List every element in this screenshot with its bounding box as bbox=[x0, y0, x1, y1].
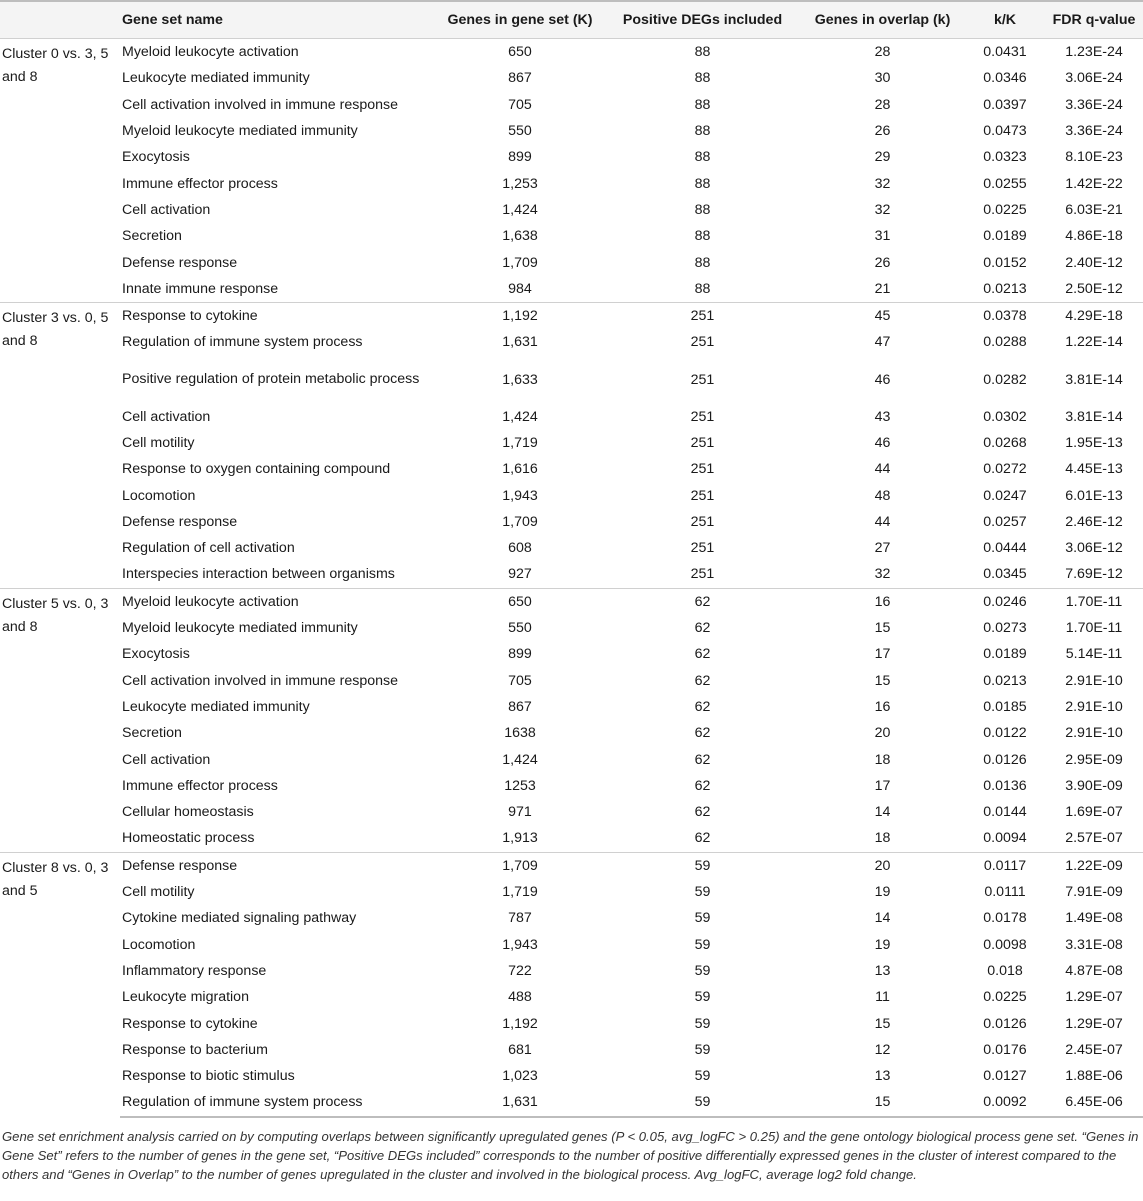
table-row bbox=[0, 456, 1143, 482]
genes-in-gene-set-cell: 867 bbox=[508, 70, 532, 87]
table-row bbox=[0, 356, 1143, 404]
fdr-q-value-cell: 1.70E-11 bbox=[1045, 588, 1143, 615]
positive-degs-cell: 62 bbox=[694, 804, 711, 821]
gene-set-name-cell: Cell activation involved in immune response bbox=[122, 672, 399, 689]
genes-in-overlap-cell: 47 bbox=[874, 334, 891, 351]
k-over-K-cell: 0.0126 bbox=[983, 1015, 1027, 1032]
genes-in-overlap-cell: 32 bbox=[874, 201, 891, 218]
positive-degs-cell: 59 bbox=[694, 989, 711, 1006]
gene-set-name-cell: Response to cytokine bbox=[120, 302, 435, 329]
k-over-K-cell: 0.0225 bbox=[983, 201, 1027, 218]
genes-in-overlap-cell: 15 bbox=[874, 620, 891, 637]
genes-in-overlap-cell: 18 bbox=[874, 830, 891, 847]
fdr-q-value-cell: 2.46E-12 bbox=[1065, 513, 1123, 530]
header-genes-in-overlap: Genes in overlap (k) bbox=[800, 1, 965, 39]
positive-degs-cell: 62 bbox=[694, 646, 711, 663]
fdr-q-value-cell: 6.01E-13 bbox=[1065, 487, 1123, 504]
genes-in-gene-set-cell: 1,638 bbox=[502, 228, 538, 245]
genes-in-overlap-cell: 46 bbox=[874, 435, 891, 451]
gene-set-name-cell: Immune effector process bbox=[122, 175, 278, 192]
table-row bbox=[0, 773, 1143, 799]
genes-in-gene-set-cell: 927 bbox=[508, 566, 532, 583]
table-row bbox=[0, 641, 1143, 667]
table-row bbox=[0, 1010, 1143, 1036]
gene-set-name-cell: Interspecies interaction between organisms bbox=[122, 566, 395, 583]
genes-in-gene-set-cell: 1,709 bbox=[435, 852, 605, 879]
fdr-q-value-cell: 8.10E-23 bbox=[1065, 149, 1123, 166]
fdr-q-value-cell: 6.03E-21 bbox=[1065, 201, 1123, 218]
genes-in-overlap-cell: 32 bbox=[874, 566, 891, 583]
positive-degs-cell: 62 bbox=[694, 751, 711, 768]
table-row bbox=[0, 746, 1143, 772]
genes-in-overlap-cell: 30 bbox=[874, 70, 891, 87]
fdr-q-value-cell: 1.95E-13 bbox=[1065, 435, 1123, 451]
fdr-q-value-cell: 4.87E-08 bbox=[1065, 962, 1123, 979]
header-k-over-K: k/K bbox=[965, 1, 1045, 39]
genes-in-overlap-cell: 29 bbox=[874, 149, 891, 166]
genes-in-gene-set-cell: 1,709 bbox=[502, 513, 538, 530]
table-row bbox=[0, 39, 1143, 66]
genes-in-gene-set-cell: 550 bbox=[508, 620, 532, 637]
genes-in-overlap-cell: 20 bbox=[800, 852, 965, 879]
genes-in-gene-set-cell: 1,253 bbox=[502, 175, 538, 192]
genes-in-overlap-cell: 19 bbox=[874, 884, 891, 901]
positive-degs-cell: 88 bbox=[694, 201, 711, 218]
k-over-K-cell: 0.0185 bbox=[983, 698, 1027, 715]
fdr-q-value-cell: 3.36E-24 bbox=[1065, 123, 1123, 140]
genes-in-overlap-cell: 44 bbox=[874, 513, 891, 530]
genes-in-gene-set-cell: 984 bbox=[508, 280, 532, 297]
k-over-K-cell: 0.018 bbox=[987, 962, 1023, 979]
fdr-q-value-cell: 3.81E-14 bbox=[1065, 371, 1123, 388]
genes-in-overlap-cell: 45 bbox=[800, 302, 965, 329]
gene-set-name-cell: Regulation of immune system process bbox=[120, 1089, 435, 1116]
genes-in-overlap-cell: 16 bbox=[800, 588, 965, 615]
gene-set-name-cell: Exocytosis bbox=[122, 149, 190, 166]
gene-set-name-cell: Myeloid leukocyte mediated immunity bbox=[122, 620, 358, 637]
k-over-K-cell: 0.0225 bbox=[983, 989, 1027, 1006]
gene-set-name-cell: Immune effector process bbox=[122, 777, 278, 794]
genes-in-overlap-cell: 15 bbox=[874, 1015, 891, 1032]
table-row bbox=[0, 1037, 1143, 1063]
gene-set-name-cell: Myeloid leukocyte activation bbox=[120, 39, 435, 66]
k-over-K-cell: 0.0126 bbox=[983, 751, 1027, 768]
fdr-q-value-cell: 1.42E-22 bbox=[1065, 175, 1123, 192]
gene-set-name-cell: Cell motility bbox=[122, 884, 195, 901]
genes-in-gene-set-cell: 1,943 bbox=[502, 936, 538, 953]
positive-degs-cell: 59 bbox=[694, 910, 711, 927]
k-over-K-cell: 0.0144 bbox=[983, 804, 1027, 821]
genes-in-overlap-cell: 27 bbox=[874, 540, 891, 557]
table-row bbox=[0, 825, 1143, 852]
k-over-K-cell: 0.0213 bbox=[983, 280, 1027, 297]
table-row bbox=[0, 720, 1143, 746]
genes-in-overlap-cell: 11 bbox=[875, 989, 890, 1006]
genes-in-overlap-cell: 46 bbox=[874, 371, 891, 388]
genes-in-gene-set-cell: 787 bbox=[508, 910, 532, 927]
positive-degs-cell: 251 bbox=[690, 461, 715, 478]
fdr-q-value-cell: 4.29E-18 bbox=[1045, 302, 1143, 329]
k-over-K-cell: 0.0152 bbox=[983, 254, 1027, 271]
fdr-q-value-cell: 3.81E-14 bbox=[1065, 408, 1123, 425]
gene-set-name-cell: Positive regulation of protein metabolic process bbox=[122, 371, 420, 388]
fdr-q-value-cell: 1.49E-08 bbox=[1065, 910, 1123, 927]
positive-degs-cell: 62 bbox=[694, 698, 711, 715]
positive-degs-cell: 59 bbox=[694, 962, 711, 979]
positive-degs-cell: 251 bbox=[690, 435, 715, 451]
genes-in-gene-set-cell: 971 bbox=[508, 804, 532, 821]
genes-in-overlap-cell: 19 bbox=[874, 936, 891, 953]
table-row bbox=[0, 144, 1143, 170]
fdr-q-value-cell: 2.95E-09 bbox=[1065, 751, 1123, 768]
gene-set-name-cell: Secretion bbox=[122, 725, 182, 742]
genes-in-overlap-cell: 44 bbox=[874, 461, 891, 478]
fdr-q-value-cell: 7.91E-09 bbox=[1065, 884, 1123, 901]
table-row bbox=[0, 984, 1143, 1010]
gene-set-name-cell: Cytokine mediated signaling pathway bbox=[122, 910, 357, 927]
positive-degs-cell: 88 bbox=[605, 39, 800, 66]
k-over-K-cell: 0.0346 bbox=[983, 70, 1027, 87]
genes-in-overlap-cell: 12 bbox=[874, 1041, 891, 1058]
positive-degs-cell: 88 bbox=[694, 254, 711, 271]
genes-in-overlap-cell: 20 bbox=[874, 725, 891, 742]
table-row bbox=[0, 92, 1143, 118]
genes-in-overlap-cell: 13 bbox=[874, 962, 891, 979]
positive-degs-cell: 62 bbox=[605, 588, 800, 615]
header-row bbox=[0, 1, 1143, 39]
gene-set-name-cell: Secretion bbox=[122, 228, 182, 245]
genes-in-overlap-cell: 14 bbox=[874, 910, 891, 927]
table-row bbox=[0, 879, 1143, 905]
k-over-K-cell: 0.0127 bbox=[983, 1068, 1027, 1085]
fdr-q-value-cell: 2.57E-07 bbox=[1065, 830, 1123, 847]
fdr-q-value-cell: 1.22E-14 bbox=[1065, 334, 1123, 351]
fdr-q-value-cell: 2.50E-12 bbox=[1065, 280, 1123, 297]
genes-in-overlap-cell: 17 bbox=[874, 777, 891, 794]
genes-in-overlap-cell: 31 bbox=[874, 228, 891, 245]
gene-set-name-cell: Leukocyte mediated immunity bbox=[122, 698, 310, 715]
genes-in-overlap-cell: 13 bbox=[874, 1068, 891, 1085]
table-row bbox=[0, 249, 1143, 275]
table-body bbox=[0, 39, 1143, 1117]
positive-degs-cell: 88 bbox=[694, 70, 711, 87]
k-over-K-cell: 0.0302 bbox=[983, 408, 1027, 425]
cluster-label-cell: Cluster 0 vs. 3, 5 and 8 bbox=[0, 39, 120, 303]
k-over-K-cell: 0.0098 bbox=[983, 936, 1027, 953]
k-over-K-cell: 0.0473 bbox=[983, 123, 1027, 140]
genes-in-gene-set-cell: 705 bbox=[508, 672, 532, 689]
gene-set-name-cell: Response to oxygen containing compound bbox=[122, 461, 391, 478]
genes-in-gene-set-cell: 550 bbox=[508, 123, 532, 140]
gene-set-name-cell: Leukocyte mediated immunity bbox=[122, 70, 310, 87]
fdr-q-value-cell: 2.91E-10 bbox=[1065, 672, 1123, 689]
genes-in-gene-set-cell: 1,023 bbox=[502, 1068, 538, 1085]
positive-degs-cell: 251 bbox=[690, 566, 715, 583]
table-row bbox=[0, 799, 1143, 825]
gene-set-name-cell: Homeostatic process bbox=[122, 830, 255, 847]
positive-degs-cell: 62 bbox=[694, 672, 711, 689]
header-gene-set-name: Gene set name bbox=[120, 1, 435, 39]
genes-in-gene-set-cell: 705 bbox=[508, 96, 532, 113]
gene-set-name-cell: Cell activation bbox=[122, 408, 211, 425]
positive-degs-cell: 88 bbox=[694, 149, 711, 166]
k-over-K-cell: 0.0176 bbox=[983, 1041, 1027, 1058]
positive-degs-cell: 59 bbox=[694, 1015, 711, 1032]
genes-in-gene-set-cell: 1,424 bbox=[502, 751, 538, 768]
genes-in-overlap-cell: 14 bbox=[874, 804, 891, 821]
positive-degs-cell: 59 bbox=[694, 884, 711, 901]
gene-set-name-cell: Response to bacterium bbox=[122, 1041, 268, 1058]
k-over-K-cell: 0.0092 bbox=[965, 1089, 1045, 1116]
table-row bbox=[0, 197, 1143, 223]
genes-in-gene-set-cell: 1,719 bbox=[502, 435, 538, 451]
gene-set-name-cell: Inflammatory response bbox=[122, 962, 267, 979]
genes-in-overlap-cell: 32 bbox=[874, 175, 891, 192]
gene-set-name-cell: Defense response bbox=[120, 852, 435, 879]
genes-in-overlap-cell: 26 bbox=[874, 254, 891, 271]
table-row bbox=[0, 223, 1143, 249]
genes-in-gene-set-cell: 1,192 bbox=[435, 302, 605, 329]
k-over-K-cell: 0.0444 bbox=[983, 540, 1027, 557]
table-row bbox=[0, 302, 1143, 329]
k-over-K-cell: 0.0397 bbox=[983, 96, 1027, 113]
positive-degs-cell: 88 bbox=[694, 175, 711, 192]
genes-in-overlap-cell: 48 bbox=[874, 487, 891, 504]
table-row bbox=[0, 430, 1143, 456]
table-row bbox=[0, 170, 1143, 196]
genes-in-gene-set-cell: 899 bbox=[508, 149, 532, 166]
fdr-q-value-cell: 1.22E-09 bbox=[1045, 852, 1143, 879]
genes-in-gene-set-cell: 650 bbox=[435, 588, 605, 615]
table-row bbox=[0, 1063, 1143, 1089]
genes-in-gene-set-cell: 1,709 bbox=[502, 254, 538, 271]
table-row bbox=[0, 482, 1143, 508]
table-row bbox=[0, 694, 1143, 720]
k-over-K-cell: 0.0273 bbox=[983, 620, 1027, 637]
positive-degs-cell: 251 bbox=[690, 513, 715, 530]
positive-degs-cell: 251 bbox=[690, 487, 715, 504]
gene-set-name-cell: Cell activation bbox=[122, 201, 211, 218]
table-row bbox=[0, 1089, 1143, 1116]
positive-degs-cell: 59 bbox=[694, 936, 711, 953]
genes-in-overlap-cell: 28 bbox=[874, 96, 891, 113]
fdr-q-value-cell: 1.29E-07 bbox=[1065, 989, 1123, 1006]
genes-in-overlap-cell: 18 bbox=[874, 751, 891, 768]
positive-degs-cell: 62 bbox=[694, 777, 711, 794]
positive-degs-cell: 88 bbox=[694, 123, 711, 140]
cluster-label-cell: Cluster 8 vs. 0, 3 and 5 bbox=[0, 852, 120, 1116]
k-over-K-cell: 0.0111 bbox=[984, 884, 1026, 901]
genes-in-gene-set-cell: 899 bbox=[508, 646, 532, 663]
fdr-q-value-cell: 5.14E-11 bbox=[1065, 646, 1123, 663]
fdr-q-value-cell: 1.88E-06 bbox=[1065, 1068, 1123, 1085]
k-over-K-cell: 0.0189 bbox=[983, 646, 1027, 663]
table-row bbox=[0, 404, 1143, 430]
genes-in-gene-set-cell: 1,424 bbox=[502, 201, 538, 218]
positive-degs-cell: 62 bbox=[694, 620, 711, 637]
positive-degs-cell: 88 bbox=[694, 96, 711, 113]
gene-set-name-cell: Myeloid leukocyte activation bbox=[120, 588, 435, 615]
positive-degs-cell: 62 bbox=[694, 725, 711, 742]
genes-in-gene-set-cell: 867 bbox=[508, 698, 532, 715]
positive-degs-cell: 251 bbox=[690, 371, 715, 388]
positive-degs-cell: 62 bbox=[694, 830, 711, 847]
k-over-K-cell: 0.0282 bbox=[983, 371, 1027, 388]
positive-degs-cell: 59 bbox=[605, 1089, 800, 1116]
k-over-K-cell: 0.0431 bbox=[965, 39, 1045, 66]
genes-in-gene-set-cell: 650 bbox=[435, 39, 605, 66]
positive-degs-cell: 88 bbox=[694, 228, 711, 245]
table-row bbox=[0, 329, 1143, 355]
header-positive-degs: Positive DEGs included bbox=[605, 1, 800, 39]
genes-in-overlap-cell: 43 bbox=[874, 408, 891, 425]
fdr-q-value-cell: 2.45E-07 bbox=[1065, 1041, 1123, 1058]
genes-in-gene-set-cell: 1,943 bbox=[502, 487, 538, 504]
fdr-q-value-cell: 3.06E-12 bbox=[1065, 540, 1123, 557]
k-over-K-cell: 0.0272 bbox=[983, 461, 1027, 478]
fdr-q-value-cell: 7.69E-12 bbox=[1065, 566, 1123, 583]
table-row bbox=[0, 535, 1143, 561]
positive-degs-cell: 251 bbox=[690, 540, 715, 557]
genes-in-gene-set-cell: 1,192 bbox=[502, 1015, 538, 1032]
gene-set-name-cell: Response to biotic stimulus bbox=[122, 1068, 295, 1085]
cluster-label-cell: Cluster 5 vs. 0, 3 and 8 bbox=[0, 588, 120, 852]
genes-in-gene-set-cell: 488 bbox=[508, 989, 532, 1006]
fdr-q-value-cell: 2.40E-12 bbox=[1065, 254, 1123, 271]
genes-in-gene-set-cell: 722 bbox=[508, 962, 532, 979]
genes-in-gene-set-cell: 1,616 bbox=[502, 461, 538, 478]
genes-in-overlap-cell: 15 bbox=[800, 1089, 965, 1116]
gene-set-name-cell: Cellular homeostasis bbox=[122, 804, 254, 821]
genes-in-overlap-cell: 15 bbox=[874, 672, 891, 689]
k-over-K-cell: 0.0257 bbox=[983, 513, 1027, 530]
fdr-q-value-cell: 3.06E-24 bbox=[1065, 70, 1123, 87]
fdr-q-value-cell: 3.31E-08 bbox=[1065, 936, 1123, 953]
k-over-K-cell: 0.0255 bbox=[983, 175, 1027, 192]
genes-in-gene-set-cell: 1,633 bbox=[502, 371, 538, 388]
gene-set-name-cell: Cell motility bbox=[122, 435, 195, 451]
table-row bbox=[0, 118, 1143, 144]
table-row bbox=[0, 276, 1143, 303]
gene-set-name-cell: Response to cytokine bbox=[122, 1015, 258, 1032]
fdr-q-value-cell: 1.23E-24 bbox=[1045, 39, 1143, 66]
fdr-q-value-cell: 6.45E-06 bbox=[1045, 1089, 1143, 1116]
table-row bbox=[0, 852, 1143, 879]
fdr-q-value-cell: 2.91E-10 bbox=[1065, 725, 1123, 742]
genes-in-gene-set-cell: 608 bbox=[508, 540, 532, 557]
k-over-K-cell: 0.0247 bbox=[983, 487, 1027, 504]
gene-set-name-cell: Cell activation bbox=[122, 751, 211, 768]
genes-in-overlap-cell: 26 bbox=[874, 123, 891, 140]
k-over-K-cell: 0.0323 bbox=[983, 149, 1027, 166]
k-over-K-cell: 0.0288 bbox=[983, 334, 1027, 351]
gene-set-name-cell: Cell activation involved in immune response bbox=[122, 96, 399, 113]
table-row bbox=[0, 65, 1143, 91]
genes-in-overlap-cell: 16 bbox=[874, 698, 891, 715]
k-over-K-cell: 0.0246 bbox=[965, 588, 1045, 615]
gene-set-name-cell: Regulation of immune system process bbox=[122, 334, 363, 351]
genes-in-overlap-cell: 28 bbox=[800, 39, 965, 66]
fdr-q-value-cell: 4.86E-18 bbox=[1065, 228, 1123, 245]
positive-degs-cell: 251 bbox=[605, 302, 800, 329]
k-over-K-cell: 0.0268 bbox=[983, 435, 1027, 451]
table-row bbox=[0, 958, 1143, 984]
gene-set-name-cell: Defense response bbox=[122, 513, 238, 530]
genes-in-gene-set-cell: 681 bbox=[508, 1041, 532, 1058]
genes-in-overlap-cell: 17 bbox=[874, 646, 891, 663]
positive-degs-cell: 88 bbox=[694, 280, 711, 297]
genes-in-gene-set-cell: 1,424 bbox=[502, 408, 538, 425]
gene-set-name-cell: Myeloid leukocyte mediated immunity bbox=[122, 123, 358, 140]
fdr-q-value-cell: 3.90E-09 bbox=[1065, 777, 1123, 794]
header-genes-in-gene-set: Genes in gene set (K) bbox=[435, 1, 605, 39]
k-over-K-cell: 0.0378 bbox=[965, 302, 1045, 329]
gene-set-name-cell: Defense response bbox=[122, 254, 238, 271]
k-over-K-cell: 0.0213 bbox=[983, 672, 1027, 689]
table-row bbox=[0, 588, 1143, 615]
fdr-q-value-cell: 1.29E-07 bbox=[1065, 1015, 1123, 1032]
gene-set-name-cell: Innate immune response bbox=[122, 280, 279, 297]
header-cluster bbox=[0, 1, 120, 39]
fdr-q-value-cell: 1.70E-11 bbox=[1065, 620, 1123, 637]
cluster-label-cell: Cluster 3 vs. 0, 5 and 8 bbox=[0, 302, 120, 588]
genes-in-overlap-cell: 21 bbox=[874, 280, 891, 297]
header-fdr-q-value: FDR q-value bbox=[1045, 1, 1143, 39]
fdr-q-value-cell: 2.91E-10 bbox=[1065, 698, 1123, 715]
fdr-q-value-cell: 4.45E-13 bbox=[1065, 461, 1123, 478]
positive-degs-cell: 251 bbox=[690, 408, 715, 425]
positive-degs-cell: 59 bbox=[694, 1041, 711, 1058]
k-over-K-cell: 0.0345 bbox=[983, 566, 1027, 583]
table-row bbox=[0, 509, 1143, 535]
k-over-K-cell: 0.0136 bbox=[983, 777, 1027, 794]
k-over-K-cell: 0.0094 bbox=[983, 830, 1027, 847]
table-row bbox=[0, 561, 1143, 588]
positive-degs-cell: 59 bbox=[605, 852, 800, 879]
table-caption: Gene set enrichment analysis carried on by computing overlaps between significantly upregulated genes (P < 0.05, avg_logFC > 0.25) and the gene ontology biological process gene set. “Genes in Gene Set” refers to the number of genes in the gene set, “Positive DEGs included” corresponds to the number of positive differentially expressed genes in the cluster of interest compared to the others and “Genes in Overlap” to the number of genes upregulated in the cluster and involved in the biological process. Avg_logFC, average log2 fold change. bbox=[2, 1129, 1139, 1182]
k-over-K-cell: 0.0122 bbox=[983, 725, 1027, 742]
k-over-K-cell: 0.0178 bbox=[983, 910, 1027, 927]
gene-set-name-cell: Locomotion bbox=[122, 487, 196, 504]
k-over-K-cell: 0.0189 bbox=[983, 228, 1027, 245]
gene-set-name-cell: Regulation of cell activation bbox=[122, 540, 295, 557]
table-row bbox=[0, 668, 1143, 694]
gene-set-name-cell: Leukocyte migration bbox=[122, 989, 249, 1006]
positive-degs-cell: 59 bbox=[694, 1068, 711, 1085]
genes-in-gene-set-cell: 1638 bbox=[504, 725, 536, 742]
positive-degs-cell: 251 bbox=[690, 334, 715, 351]
genes-in-gene-set-cell: 1,631 bbox=[502, 334, 538, 351]
table-row bbox=[0, 932, 1143, 958]
k-over-K-cell: 0.0117 bbox=[965, 852, 1045, 879]
fdr-q-value-cell: 3.36E-24 bbox=[1065, 96, 1123, 113]
gene-set-name-cell: Locomotion bbox=[122, 936, 196, 953]
table-row bbox=[0, 615, 1143, 641]
genes-in-gene-set-cell: 1,631 bbox=[435, 1089, 605, 1116]
gene-set-name-cell: Exocytosis bbox=[122, 646, 190, 663]
genes-in-gene-set-cell: 1253 bbox=[504, 777, 536, 794]
genes-in-gene-set-cell: 1,719 bbox=[502, 884, 538, 901]
genes-in-gene-set-cell: 1,913 bbox=[502, 830, 538, 847]
fdr-q-value-cell: 1.69E-07 bbox=[1065, 804, 1123, 821]
table-row bbox=[0, 905, 1143, 931]
